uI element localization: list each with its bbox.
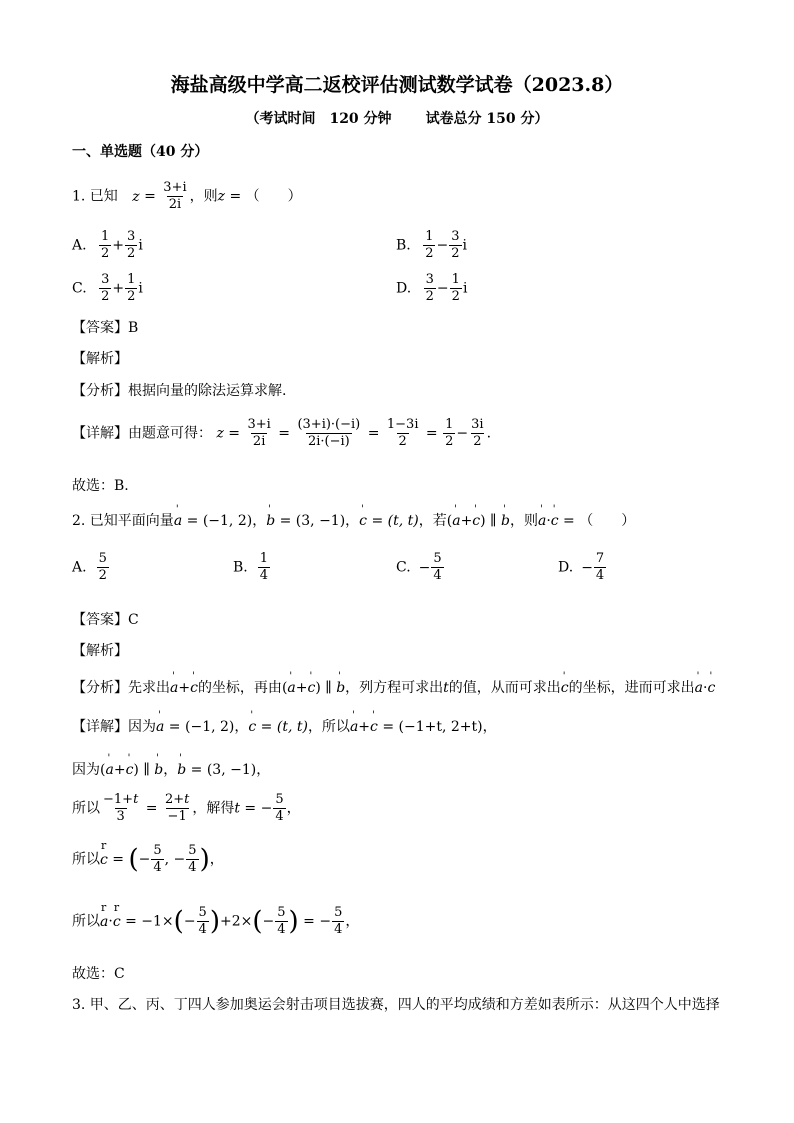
q2-option-d[interactable]: D. − $\frac{7}{4}$ — [558, 551, 605, 583]
exam-title: 海盐高级中学高二返校评估测试数学试卷（2023.8） — [170, 74, 624, 96]
q1-paren: （ ） — [245, 188, 302, 205]
q1-xiangjie: 【详解】由题意可得： z = $\frac{3+i}{2i}$ = $\frac{(3+i)\cdot(-i)}{2i\cdot(-i)}$ = $\frac{1-3i}{2}$ = $\frac{1}{2}$ − $\frac{3i}{2}$ . — [72, 417, 492, 449]
q1-fenxi: 【分析】根据向量的除法运算求解. — [72, 383, 287, 399]
exam-time: （考试时间 120 分钟 — [245, 111, 392, 127]
q2-detail-2: 因为(' a+' c) ∥ ' b，' b = (3, −1)， — [72, 759, 270, 779]
exam-subtitle — [0, 108, 794, 128]
q2-option-b[interactable]: B. $\frac{1}{4}$ — [233, 551, 269, 583]
q3-stem: 3. 甲、乙、丙、丁四人参加奥运会射击项目选拔赛，四人的平均成绩和方差如表所示：从这四个人中选择 — [72, 997, 720, 1013]
q1-stem: 1. 已知 z = $\frac{3+i}{2i}$ ，则z = （ ） — [72, 180, 302, 212]
q1-option-a[interactable]: A. $\frac{1}{2}$ + $\frac{3}{2}$ i — [72, 229, 143, 261]
q1-answer: 【答案】B — [72, 320, 139, 336]
section-heading: 一、单选题（40 分） — [72, 144, 209, 160]
q2-option-a[interactable]: A. $\frac{5}{2}$ — [72, 551, 107, 583]
q2-detail-3: 所以 $\frac{-1+t}{3}$ = $\frac{2+t}{-1}$ ，解得t = − $\frac{5}{4}$ ， — [72, 792, 301, 824]
q2-fenxi: 【分析】先求出' a+' c的坐标，再由(' a+' c) ∥ ' b，列方程可求出t的值，从而可求出' c的坐标，进而可求出' a·' c — [72, 677, 715, 697]
q2-answer: 【答案】C — [72, 612, 139, 628]
q2-detail-5: 所以r a·r c = −1×(− $\frac{5}{4}$ )+2×(− $\frac{5}{4}$ ) = − $\frac{5}{4}$ ， — [72, 905, 359, 938]
q2-analysis-head: 【解析】 — [72, 643, 128, 659]
q2-detail-4: 所以r c = (− $\frac{5}{4}$ , − $\frac{5}{4}$ )， — [72, 843, 224, 876]
q1-option-b[interactable]: B. $\frac{1}{2}$ − $\frac{3}{2}$ i — [396, 229, 467, 261]
q1-number: 1. 已知 — [72, 188, 118, 205]
q1-choose: 故选：B. — [72, 478, 129, 494]
q1-option-c[interactable]: C. $\frac{3}{2}$ + $\frac{1}{2}$ i — [72, 272, 143, 304]
q1-fraction: $\frac{3+i}{2i}$ — [163, 180, 187, 212]
q1-option-d[interactable]: D. $\frac{3}{2}$ − $\frac{1}{2}$ i — [396, 272, 468, 304]
exam-total-score: 试卷总分 150 分） — [425, 111, 549, 127]
q2-stem: 2. 已知平面向量' a = (−1, 2)，' b = (3, −1)，' c = (t, t)，若(' a+' c) ∥ ' b，则' a·' c = （ ） — [72, 510, 635, 530]
q2-choose: 故选：C — [72, 966, 125, 982]
q2-detail-1: 【详解】因为' a = (−1, 2)，' c = (t, t)，所以' a+' c = (−1+t, 2+t)， — [72, 716, 497, 736]
q2-option-c[interactable]: C. − $\frac{5}{4}$ — [396, 551, 442, 583]
q1-analysis-head: 【解析】 — [72, 351, 128, 367]
